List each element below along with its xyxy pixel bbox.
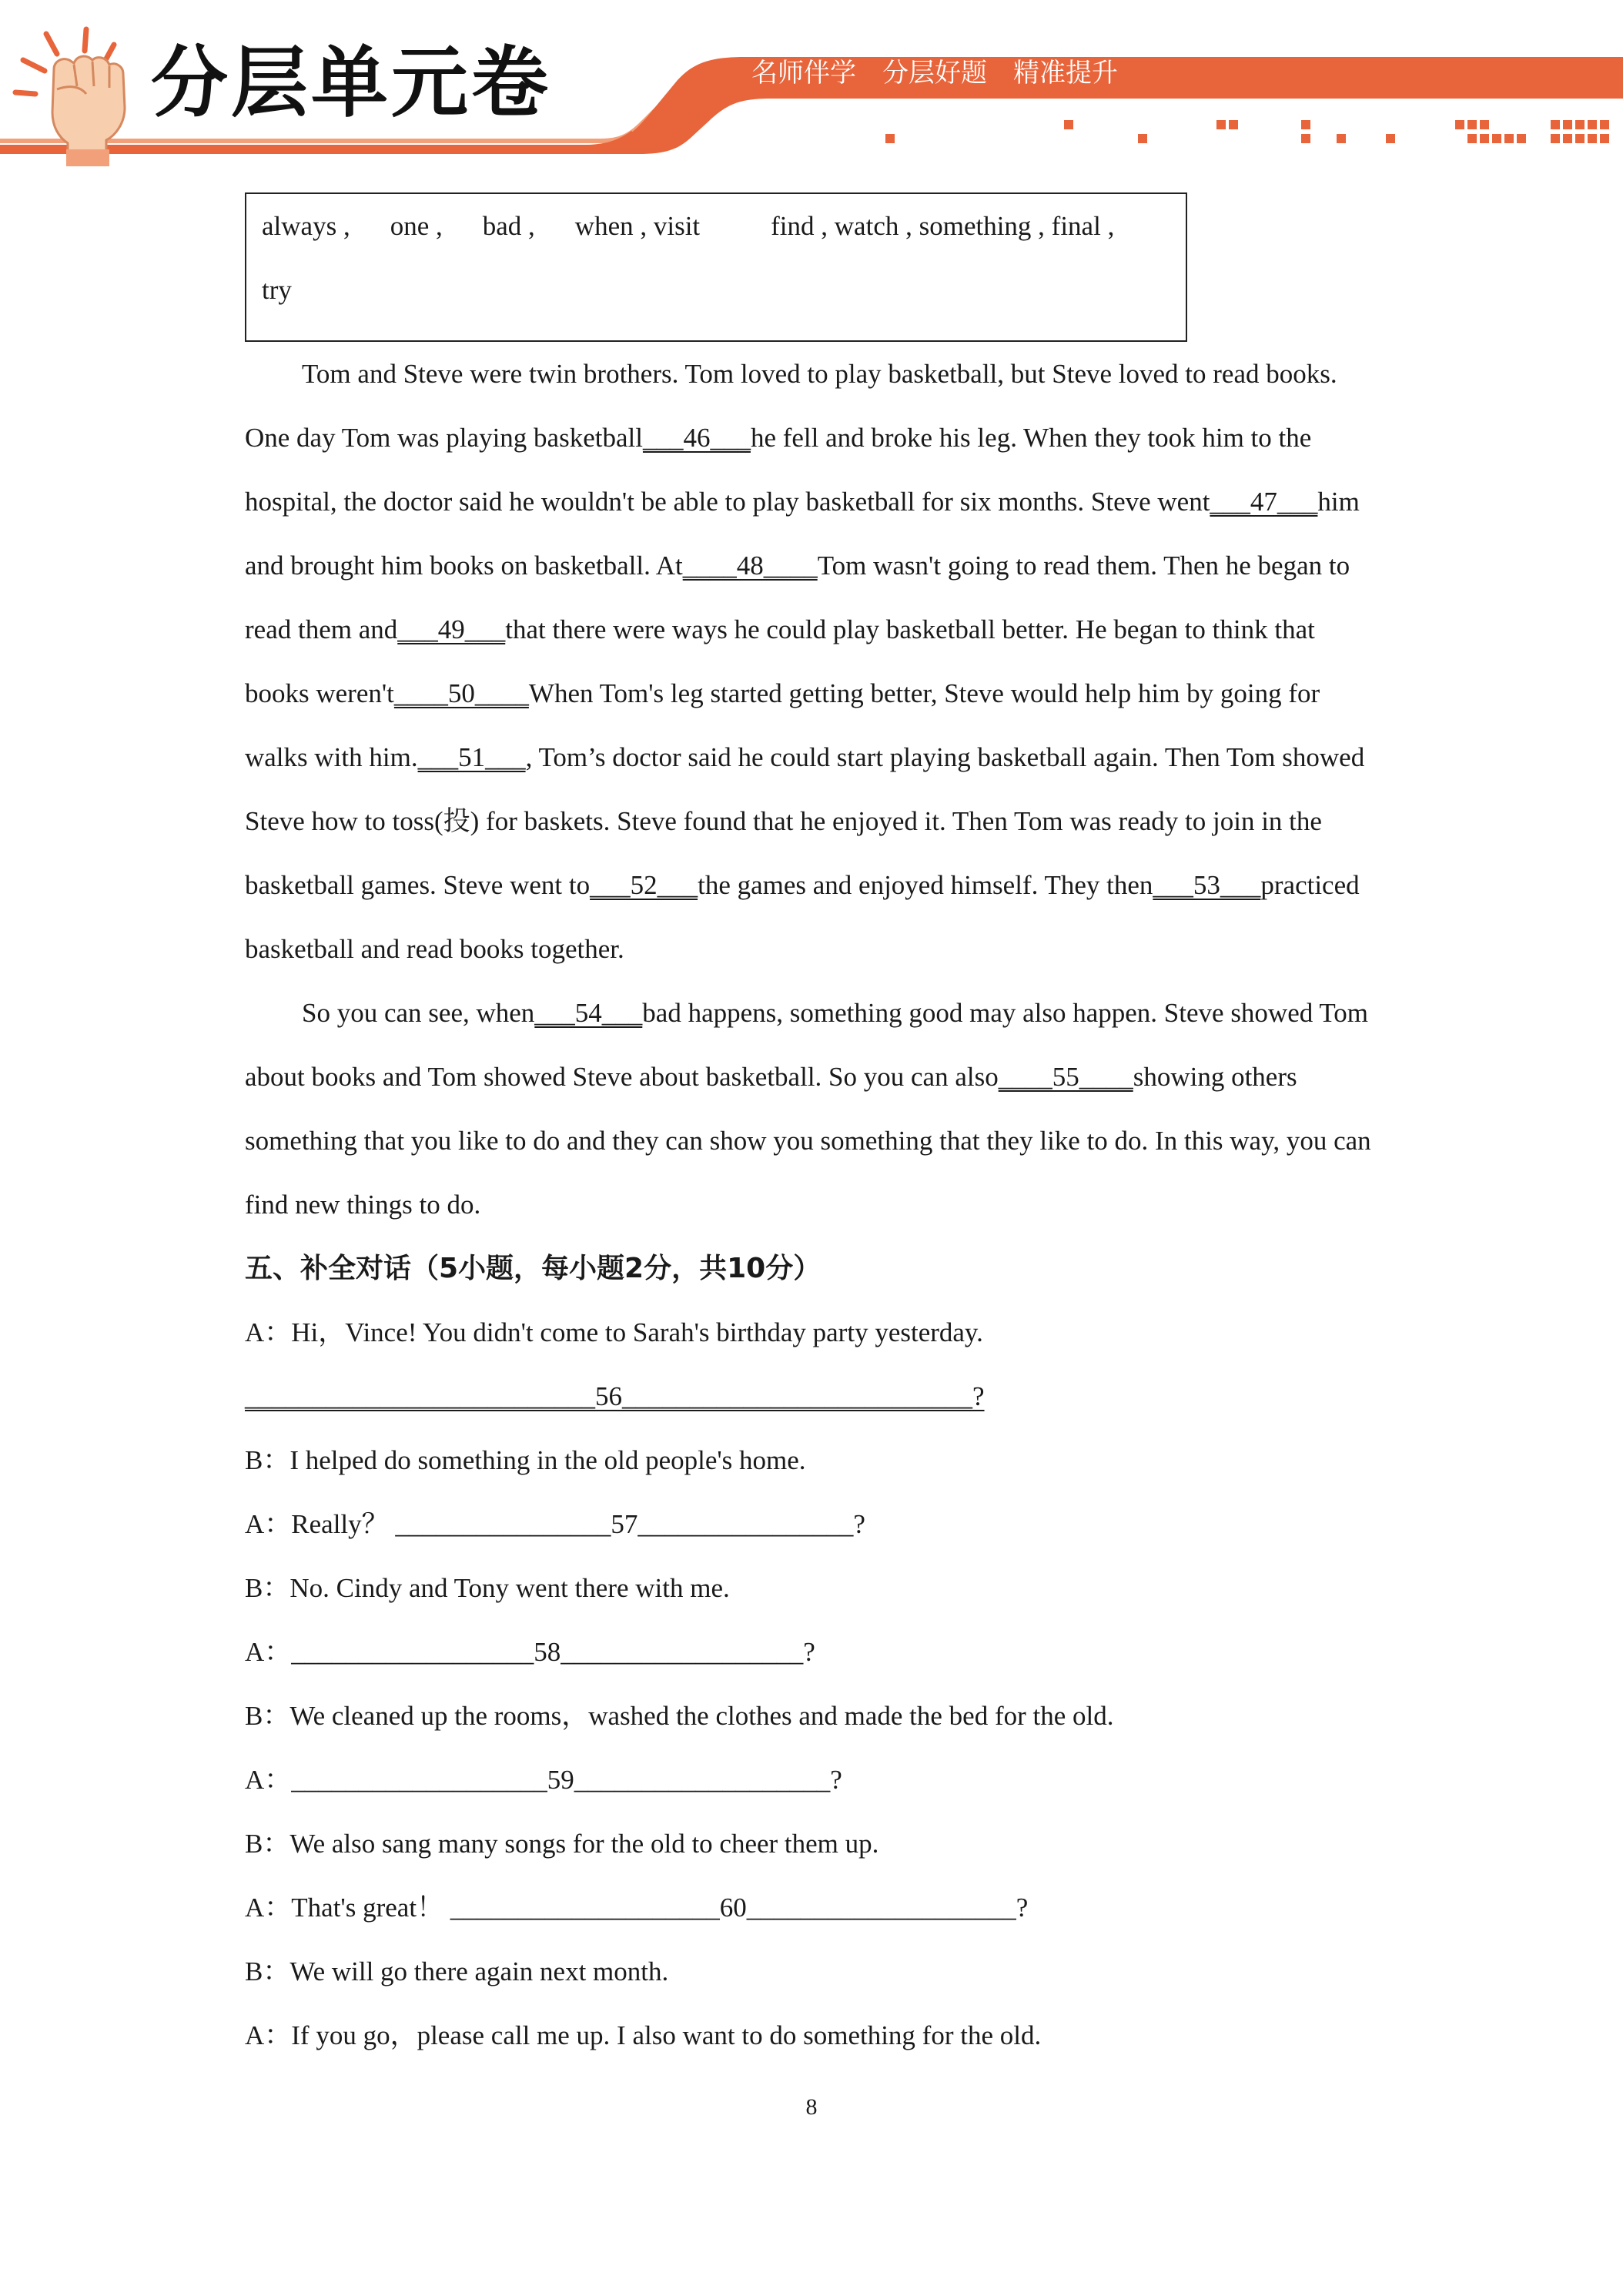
- brand-title: 分层单元卷: [151, 38, 551, 128]
- dialogue: [245, 1300, 1386, 2067]
- header-slogan: [751, 58, 1144, 89]
- passage-text: Tom and Steve were twin brothers. Tom loved to play basketball, but Steve loved to read books. One day Tom was playing basketball: [245, 359, 1337, 453]
- answer-blank[interactable]: ____55____: [998, 1062, 1133, 1092]
- word-bank-item: find , watch , something , final ,: [771, 211, 1115, 241]
- passage-text: he fell and broke his leg. When they took him to the hospital, the doctor said he wouldn't be able to play basketball for six months. Steve went: [245, 423, 1312, 517]
- answer-blank[interactable]: ___49___: [397, 614, 506, 644]
- dialogue-line-blank-59[interactable]: A：___________________59___________________?: [245, 1765, 842, 1795]
- passage-text: him and brought him books on basketball. At: [245, 487, 1360, 581]
- page-header: [0, 0, 1623, 177]
- dialogue-line: B：I helped do something in the old people's home.: [245, 1445, 806, 1475]
- passage-text: bad happens, something good may also happen. Steve showed Tom about books and Tom showed Steve about basketball. So you can also: [245, 998, 1369, 1092]
- section-title: 五、补全对话（5小题，每小题2分，共10分）: [245, 1253, 822, 1284]
- dialogue-line: A：Hi，Vince! You didn't come to Sarah's birthday party yesterday.: [245, 1317, 983, 1347]
- dialogue-line-blank-60[interactable]: A：That's great！ ____________________60____________________?: [245, 1893, 1029, 1923]
- answer-blank[interactable]: ____48____: [682, 551, 818, 581]
- slogan-3: 精准提升: [1013, 58, 1118, 89]
- word-bank-item: one ,: [390, 211, 443, 241]
- word-bank-item: try: [262, 275, 292, 305]
- answer-blank[interactable]: ___51___: [417, 742, 526, 772]
- dialogue-line: B：We will go there again next month.: [245, 1956, 669, 1986]
- passage-text: that there were ways he could play basketball better. He began to think that books weren't: [245, 614, 1315, 708]
- answer-blank-56[interactable]: __________________________56__________________________?: [245, 1381, 985, 1411]
- page-content: [245, 192, 1386, 2067]
- passage-paragraph-2: [245, 981, 1386, 1237]
- passage-text: So you can see, when: [302, 998, 535, 1028]
- answer-blank[interactable]: ___54___: [534, 998, 643, 1028]
- passage-text: the games and enjoyed himself. They then: [698, 870, 1153, 900]
- answer-blank[interactable]: ___53___: [1153, 870, 1261, 900]
- answer-blank[interactable]: ___46___: [642, 423, 751, 453]
- answer-blank[interactable]: ___52___: [590, 870, 698, 900]
- dialogue-line: B：We also sang many songs for the old to cheer them up.: [245, 1829, 879, 1859]
- word-bank-item: always ,: [262, 211, 350, 241]
- passage-paragraph-1: [245, 342, 1386, 981]
- page-number: 8: [805, 2094, 818, 2120]
- passage-text: showing others something that you like to do and they can show you something that they like to do. In this way, you can find new things to do.: [245, 1062, 1371, 1220]
- dialogue-line: B：No. Cindy and Tony went there with me.: [245, 1573, 730, 1603]
- word-bank-item: bad ,: [482, 211, 535, 241]
- dialogue-line: A：If you go，please call me up. I also want to do something for the old.: [245, 2020, 1042, 2050]
- passage-text: When Tom's leg started getting better, Steve would help him by going for walks with him.: [245, 678, 1320, 772]
- word-bank-box: [245, 192, 1187, 342]
- passage-text: , Tom’s doctor said he could start playing basketball again. Then Tom showed Steve how to toss(投) for baskets. Steve found that he enjoyed it. Then Tom was ready to join in the basketball games. Steve went to: [245, 742, 1365, 900]
- passage-text: practiced basketball and read books together.: [245, 870, 1360, 964]
- passage-text: Tom wasn't going to read them. Then he began to read them and: [245, 551, 1350, 644]
- slogan-2: 分层好题: [882, 58, 987, 89]
- slogan-1: 名师伴学: [751, 58, 856, 89]
- word-bank-item: when , visit: [574, 211, 701, 241]
- answer-blank[interactable]: ___47___: [1210, 487, 1318, 517]
- dialogue-line-blank-57[interactable]: A：Really？ ________________57________________?: [245, 1509, 865, 1539]
- dialogue-line: B：We cleaned up the rooms，washed the clothes and made the bed for the old.: [245, 1701, 1114, 1731]
- answer-blank[interactable]: ____50____: [393, 678, 529, 708]
- dialogue-line-blank-58[interactable]: A：__________________58__________________?: [245, 1637, 815, 1667]
